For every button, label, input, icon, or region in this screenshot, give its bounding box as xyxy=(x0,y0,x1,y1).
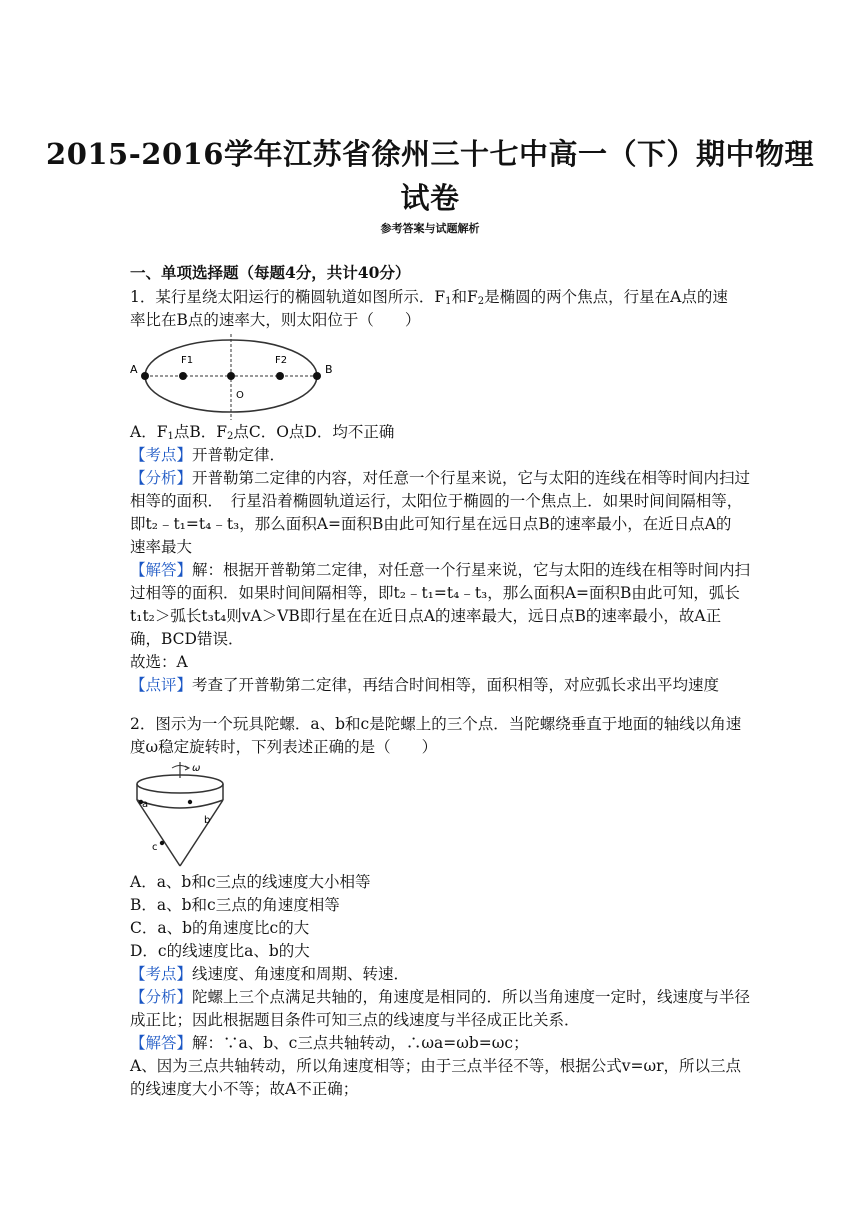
jieda-tag: 【解答】 xyxy=(130,1034,193,1052)
doc-title-line2: 试卷 xyxy=(400,181,460,215)
q2-jieda-line2: A、因为三点共轴转动，所以角速度相等；由于三点半径不等，根据公式v=ωr，所以三点 xyxy=(130,1057,741,1075)
q1-ellipse-figure xyxy=(128,330,338,424)
doc-title-line1: 2015-2016学年江苏省徐州三十七中高一（下）期中物理 xyxy=(46,137,814,171)
fenxi-tag: 【分析】 xyxy=(130,469,193,487)
q1-stem-line2: 率比在B点的速率大，则太阳位于（ ） xyxy=(130,311,421,329)
q1-jieda-line1 xyxy=(130,559,750,581)
kaodian-tag: 【考点】 xyxy=(130,965,193,983)
q2-kaodian-text: 线速度、角速度和周期、转速． xyxy=(192,965,410,983)
q2-top-figure xyxy=(128,760,240,870)
fenxi-tag: 【分析】 xyxy=(130,988,193,1006)
kaodian-tag: 【考点】 xyxy=(130,446,193,464)
q2-jieda-line3: 的线速度大小不等；故A不正确； xyxy=(130,1080,359,1098)
q1-option-cd: 点C．O点D．均不正确 xyxy=(233,423,395,441)
figure-label-f2: F2 xyxy=(275,355,288,366)
q1-option-a-sub: 1 xyxy=(167,431,174,442)
figure-label-f1: F1 xyxy=(181,355,194,366)
jieda-tag: 【解答】 xyxy=(130,561,193,579)
q1-jieda-line4: 确，BCD错误． xyxy=(130,630,244,648)
q1-options xyxy=(130,421,394,443)
figure-label-b-point: b xyxy=(204,815,211,826)
q1-stem-line1 xyxy=(130,286,728,308)
q2-option-b: B．a、b和c三点的角速度相等 xyxy=(130,896,340,914)
q1-stem-part1: 1．某行星绕太阳运行的椭圆轨道如图所示．F xyxy=(130,288,446,306)
q1-fenxi-line4: 速率最大 xyxy=(130,538,193,556)
q1-kaodian xyxy=(130,444,285,466)
figure-label-a: A xyxy=(130,363,138,376)
q2-jieda-text1: 解：∵a、b、c三点共轴转动，∴ωa=ωb=ωc； xyxy=(192,1034,529,1052)
q1-jieda-line3: t₁t₂＞弧长t₃t₄则vA＞VB即行星在在近日点A的速率最大，远日点B的速率最小，故A正 xyxy=(130,607,722,625)
q1-option-b-sub: 2 xyxy=(226,431,234,442)
q1-stem-part2: 和F xyxy=(451,288,478,306)
q2-fenxi-line2: 成正比；因此根据题目条件可知三点的线速度与半径成正比关系． xyxy=(130,1011,580,1029)
q1-stem-sub1: 1 xyxy=(445,296,452,307)
q1-fenxi-line1 xyxy=(130,467,750,489)
q2-jieda-line1 xyxy=(130,1032,529,1054)
figure-label-a-point: a xyxy=(142,799,149,810)
figure-label-b: B xyxy=(325,363,333,376)
q1-dianping-text: 考查了开普勒第二定律，再结合时间相等，面积相等，对应弧长求出平均速度 xyxy=(192,676,720,694)
figure-label-o: O xyxy=(236,390,244,401)
q1-answer: 故选：A xyxy=(130,653,188,671)
q2-fenxi-text1: 陀螺上三个点满足共轴的，角速度是相同的．所以当角速度一定时，线速度与半径 xyxy=(192,988,751,1006)
q1-option-b-prefix: 点B．F xyxy=(173,423,227,441)
section-heading: 一、单项选择题（每题4分，共计40分） xyxy=(130,263,411,282)
q1-stem-part3: 是椭圆的两个焦点，行星在A点的速 xyxy=(484,288,728,306)
q1-jieda-text1: 解：根据开普勒第二定律，对任意一个行星来说，它与太阳的连线在相等时间内扫 xyxy=(192,561,751,579)
q2-option-a: A．a、b和c三点的线速度大小相等 xyxy=(130,873,371,891)
figure-label-c-point: c xyxy=(152,842,158,853)
dianping-tag: 【点评】 xyxy=(130,676,193,694)
q1-jieda-line2: 过相等的面积．如果时间间隔相等，即t₂﹣t₁=t₄﹣t₃，那么面积A=面积B由此可知，弧长 xyxy=(130,584,740,602)
doc-subtitle: 参考答案与试题解析 xyxy=(380,222,480,235)
q2-kaodian xyxy=(130,963,409,985)
q2-option-d: D．c的线速度比a、b的大 xyxy=(130,942,310,960)
q2-fenxi-line1 xyxy=(130,986,750,1008)
q2-option-c: C．a、b的角速度比c的大 xyxy=(130,919,310,937)
q1-stem-sub2: 2 xyxy=(477,296,485,307)
q1-fenxi-text1: 开普勒第二定律的内容，对任意一个行星来说，它与太阳的连线在相等时间内扫过 xyxy=(192,469,751,487)
q2-stem-line2: 度ω稳定旋转时，下列表述正确的是（ ） xyxy=(130,738,438,756)
q1-fenxi-line2: 相等的面积． 行星沿着椭圆轨道运行，太阳位于椭圆的一个焦点上．如果时间间隔相等， xyxy=(130,492,743,510)
q2-stem-line1: 2．图示为一个玩具陀螺．a、b和c是陀螺上的三个点．当陀螺绕垂直于地面的轴线以角速 xyxy=(130,715,742,733)
q1-dianping xyxy=(130,674,719,696)
figure-label-omega: ω xyxy=(192,763,201,774)
q1-option-a-prefix: A．F xyxy=(130,423,168,441)
q1-fenxi-line3: 即t₂﹣t₁=t₄﹣t₃，那么面积A=面积B由此可知行星在远日点B的速率最小，在近日点A的 xyxy=(130,515,732,533)
q1-kaodian-text: 开普勒定律． xyxy=(192,446,286,464)
